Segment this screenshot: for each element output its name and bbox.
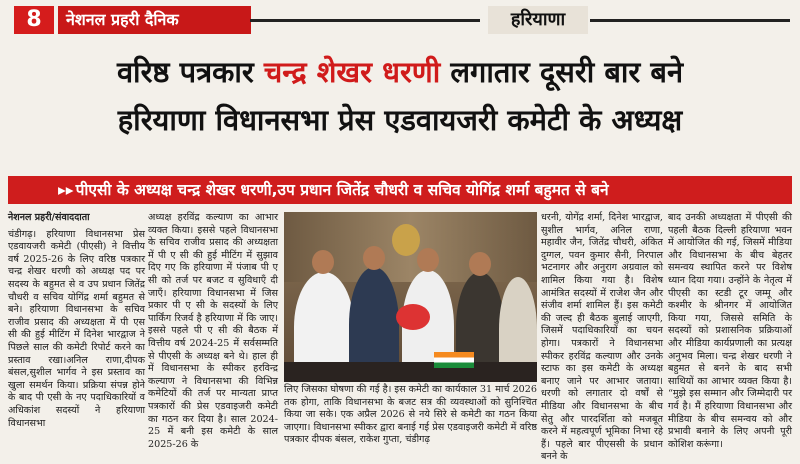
flag-icon [434,352,474,368]
headline-line-1 [8,52,792,92]
page-header [0,0,800,38]
subheadline-bar [8,176,792,204]
photo-person-head [469,252,491,276]
emblem-icon [392,224,420,256]
headline-line-2: हरियाणा विधानसभा प्रेस एडवायजरी कमेटी के अध्यक्ष [117,103,683,137]
page-number: 8 [14,6,54,34]
headline-name: चन्द्र शेखर धरणी [263,55,441,89]
article-column-3: लिए जिसका घोषणा की गई है। इस कमेटी का कार्यकाल 31 मार्च 2026 तक होगा, ताकि विधानसभा के बजट सत्र की व्यवस्थाओं को सुनिश्चित किया जा सके। एक अप्रैल 2026 से नये सिरे से कमेटी का गठन किया जाएगा। विधानसभा स्पीकर द्वारा बनाई गई प्रेस एडवाइजरी कमेटी में वरिष्ठ पत्रकार दीपक बंसल, राकेश गुप्ता, चंडीगढ़ [284,384,537,446]
article-column-4: धरनी, योगेंद्र शर्मा, दिनेश भारद्वाज, सुशील भार्गव, अनिल राणा, महावीर जैन, जितेंद्र चौधरी, अंकित दुग्गल, पवन कुमार सैनी, निरपाल भटनागर और अनुराग अग्रवाल को शामिल किया गया है। विशेष आमंत्रित सदस्यों में राजेश जैन और संजीव शर्मा शामिल हैं। इस कमेटी की जल्द ही बैठक बुलाई जाएगी, जिसमें पदाधिकारियों का चयन होगा। पत्रकारों ने विधानसभा स्पीकर हरविंद्र कल्याण और उनके स्टाफ का इस कमेटी के अध्यक्ष बनाए जाने पर आभार जताया। धरणी को लगातार दो वर्षों से मीडिया और विधानसभा के बीच सेतु और पारदर्शिता को मजबूत करने में महत्वपूर्ण भूमिका निभा रहे हैं। पहले बार पीएससी के प्रधान बनने के [541,212,663,463]
photo-person-head [312,250,334,274]
headline-suffix: लगातार दूसरी बार बने [440,55,684,89]
byline: नेशनल प्रहरी/संवाददाता [8,212,90,223]
photo-person-head [417,248,439,272]
photo-table [284,362,537,382]
section-label: हरियाणा [488,6,588,34]
newspaper-name: नेशनल प्रहरी दैनिक [58,6,251,34]
photo-person-head [363,246,385,270]
header-rule-left [250,19,480,22]
article-column-1 [8,212,145,447]
bouquet [396,304,430,330]
news-photo [284,212,537,382]
article-column-2: अध्यक्ष हरविंद्र कल्याण का आभार व्यक्त किया। इससे पहले विधानसभा के सचिव राजीव प्रसाद की अध्यक्षता में पी ए सी की हुई मीटिंग में सुझाव दिए गए कि हरियाणा में पंजाब पी ए सी को तर्ज पर बजट व सुविधाएँ दी जाएँ। हरियाणा विधानसभा में जिस प्रकार पी ए सी के सदस्यों के लिए पार्किंग रिजर्व है हरियाणा में कि जाए। इससे पहले पी ए सी की बैठक में वित्तीय वर्ष 2024-25 में सर्वसम्मति से पीएसी के अध्यक्ष बने थे। हाल ही में विधानसभा के स्पीकर हरविन्द्र कल्याण ने विधानसभा की विभिन्न कमेटियों की तर्ज पर मान्यता प्राप्त पत्रकारों की प्रेस एडवाइजरी कमेटी का गठन कर दिया है। साल 2024-25 में बनी इस कमेटी के साल 2025-26 के [148,212,278,450]
column-1-text: चंडीगढ़। हरियाणा विधानसभा प्रेस एडवायजरी कमेटी (पीएसी) ने वित्तीय वर्ष 2025-26 के लिए वरिष्ठ पत्रकार चन्द्र शेखर धरणी को अध्यक्ष पद पर सदस्य के बहुमत से व उप प्रधान जितेंद्र चौधरी व सचिव योगिंद्र शर्मा बहुमत से बने। हरियाणा विधानसभा के सचिव राजीव प्रसाद की अध्यक्षता में पी एस सी की हुई मीटिंग में दिनेश भारद्वाज ने पिछले साल की कमेटी रिपोर्ट करने का प्रस्ताव रखा।अनिल राणा,दीपक बंसल,सुशील भार्गव ने इस प्रस्ताव का खुला समर्थन किया। प्रक्रिया संपन्न होने के बाद पी एसी के नए पदाधिकारियों व अधिकांश सदस्यों ने हरियाणा विधानसभा [8,228,145,429]
article-column-5: बाद उनकी अध्यक्षता में पीएसी की पहली बैठक दिल्ली हरियाणा भवन में आयोजित की गई, जिसमें मीडिया और विधानसभा के बीच बेहतर समन्वय स्थापित करने पर विशेष ध्यान दिया गया। उन्होंने के नेतृत्व में पीएसी का स्टडी टूर जम्मू और कश्मीर के श्रीनगर में आयोजित किया गया, जिससे समिति के सदस्यों को प्रशासनिक प्रक्रियाओं और मीडिया कार्यप्रणाली का प्रत्यक्ष अनुभव मिला। चन्द्र शेखर धरणी ने बहुमत से बनने के बाद सभी साथियों का आभार व्यक्त किया है। “मुझे इस सम्मान और जिम्मेदारी पर गर्व है। मैं हरियाणा विधानसभा और मीडिया के बीच समन्वय को और प्रभावी बनाने के लिए अपनी पूरी कोशिश करूंगा। [668,212,792,450]
subheadline-text: पीएसी के अध्यक्ष चन्द्र शेखर धरणी,उप प्रधान जितेंद्र चौधरी व सचिव योगिंद्र शर्मा बहुमत से बने [75,181,609,199]
subheadline-arrow-icon: ▸▸ [58,181,74,199]
headline-prefix: वरिष्ठ पत्रकार [116,55,264,89]
header-rule-right [590,19,790,22]
